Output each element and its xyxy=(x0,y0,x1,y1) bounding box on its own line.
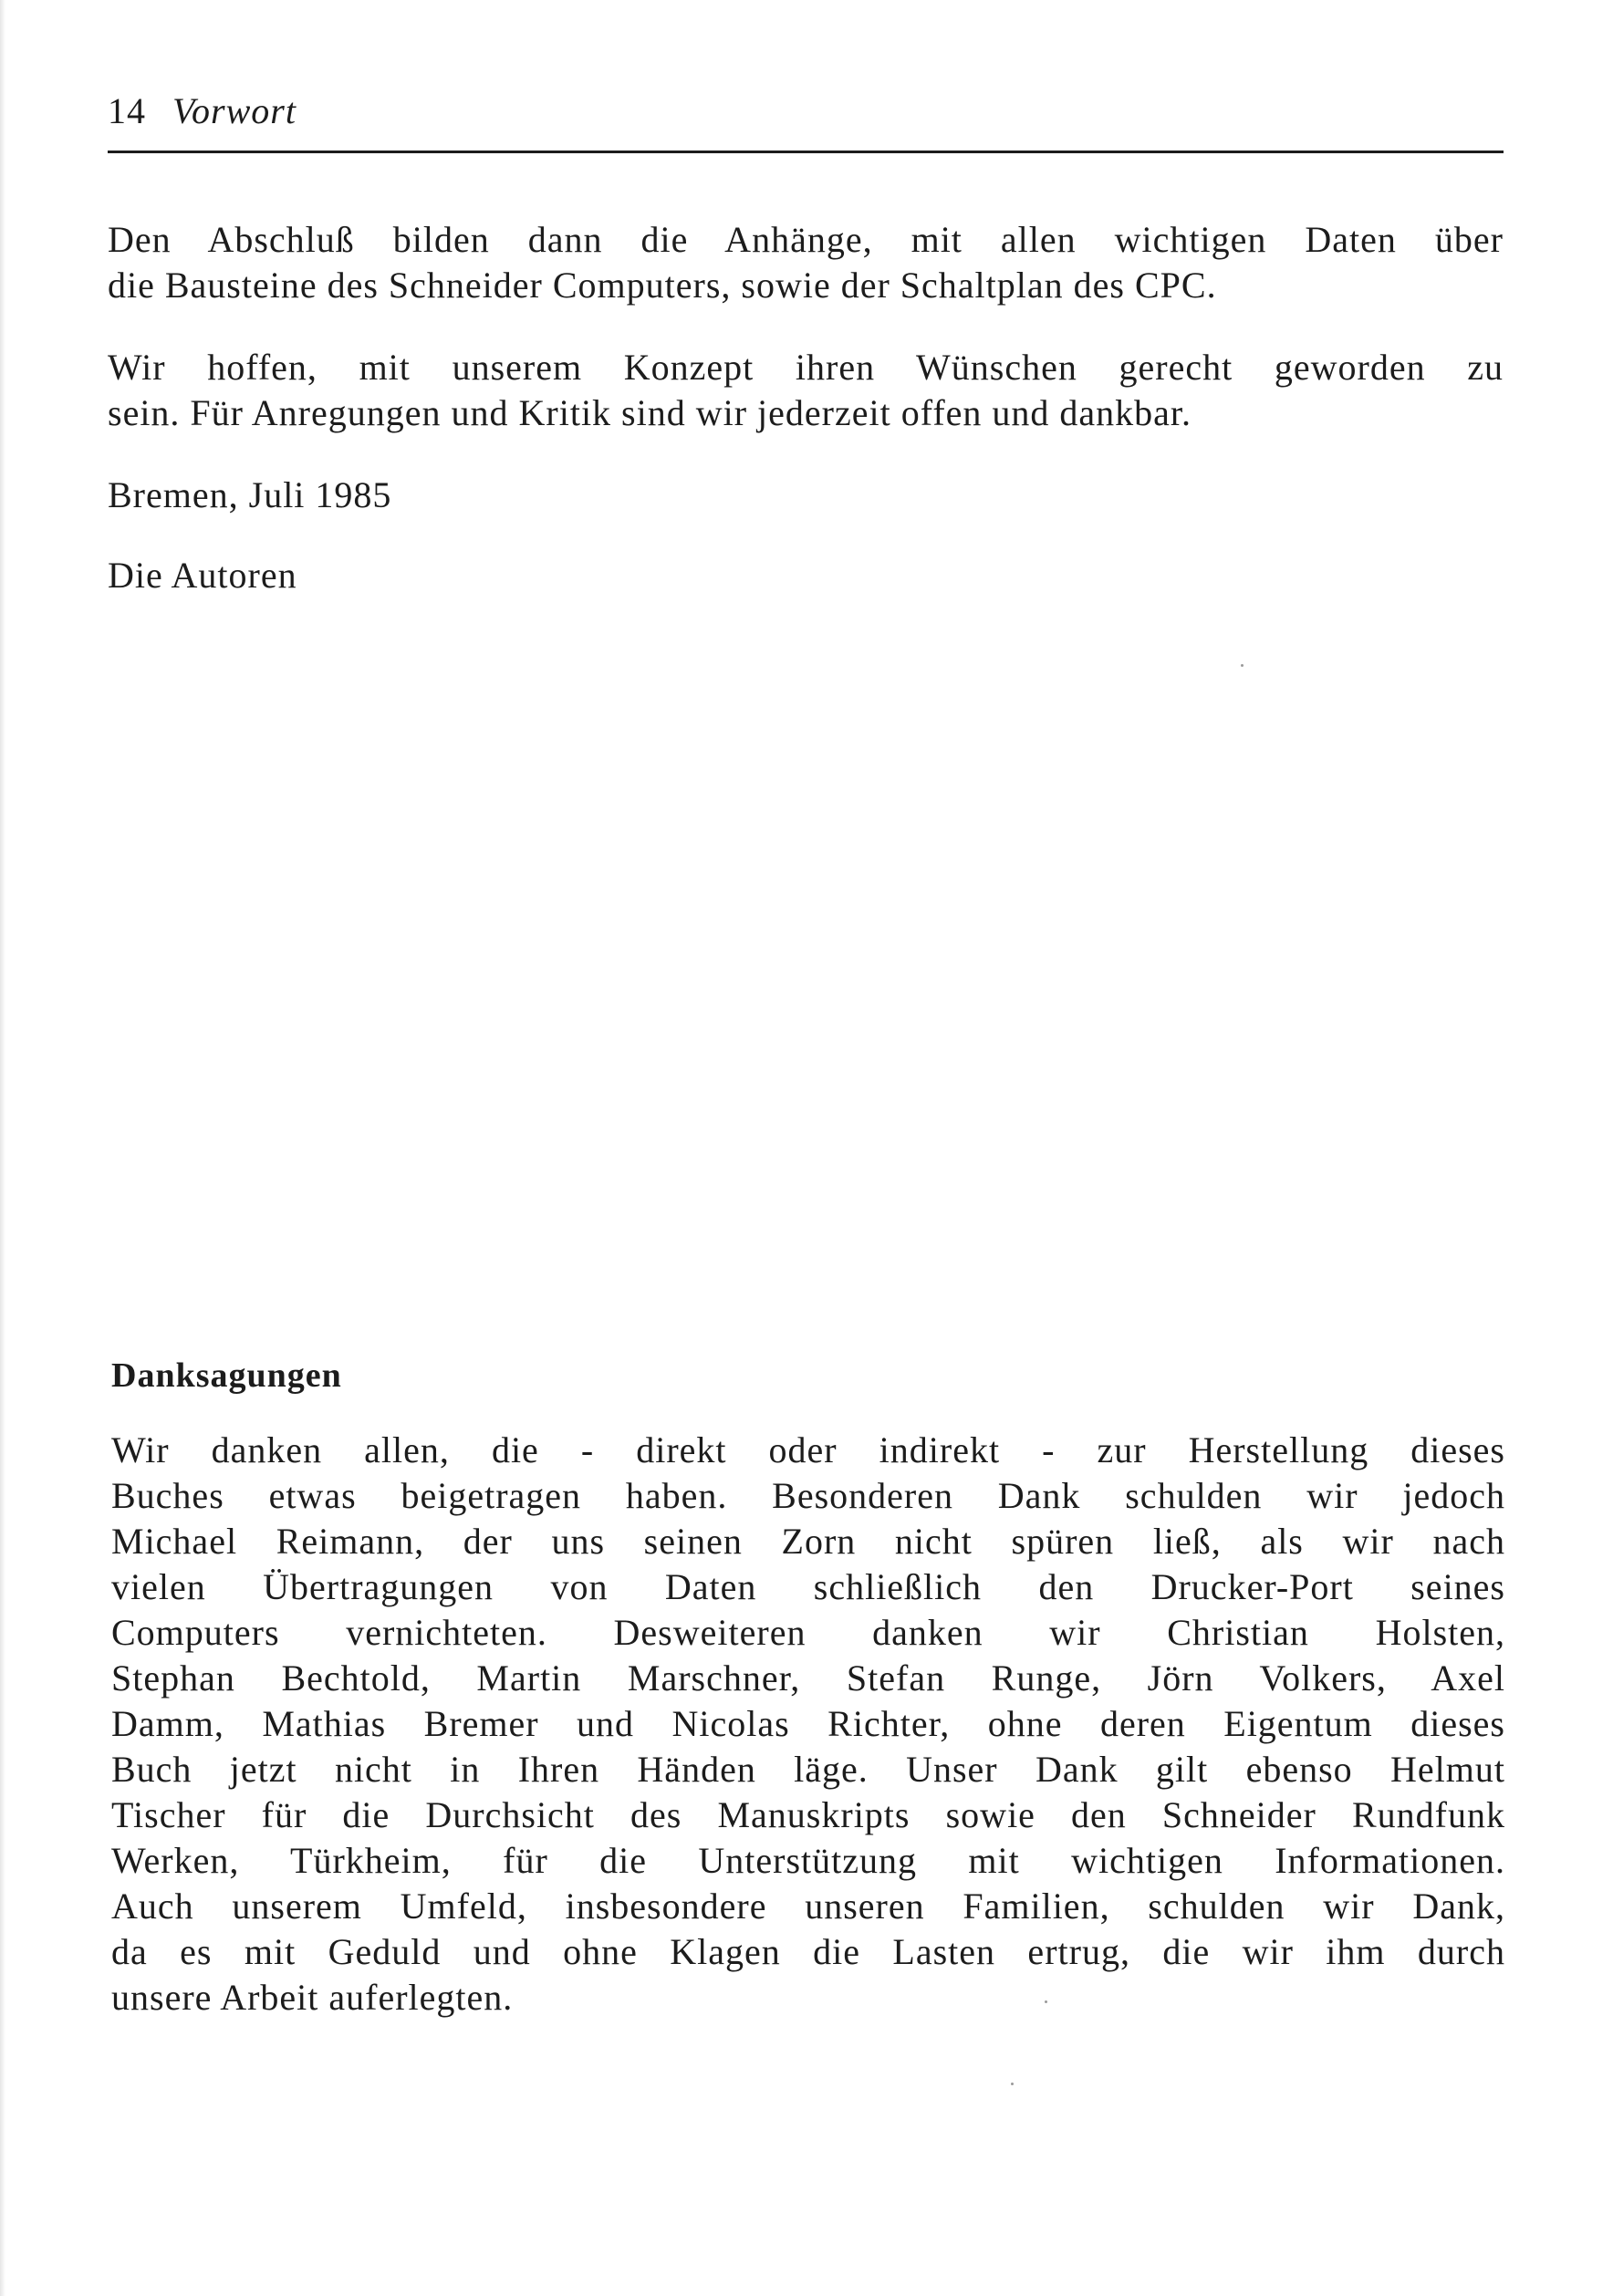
section-title: Vorwort xyxy=(172,90,297,131)
scan-speck xyxy=(1045,2000,1047,2003)
text-line: Tischer für die Durchsicht des Manuskripts sowie den Schneider Rundfunk xyxy=(111,1794,1505,1835)
text-line: da es mit Geduld und ohne Klagen die Lasten ertrug, die wir ihm durch xyxy=(111,1931,1505,1972)
text-line: sein. Für Anregungen und Kritik sind wir jederzeit offen und dankbar. xyxy=(108,392,1192,433)
header-rule xyxy=(108,151,1504,153)
text-line: Auch unserem Umfeld, insbesondere unseren Familien, schulden wir Dank, xyxy=(111,1886,1505,1927)
acknowledgements-paragraph xyxy=(111,1428,1505,2021)
text-line: Damm, Mathias Bremer und Nicolas Richter, ohne deren Eigentum dieses xyxy=(111,1703,1505,1744)
text-line: Michael Reimann, der uns seinen Zorn nicht spüren ließ, als wir nach xyxy=(111,1521,1505,1562)
text-line: Computers vernichteten. Desweiteren danken wir Christian Holsten, xyxy=(111,1612,1505,1653)
text-line: Stephan Bechtold, Martin Marschner, Stefan Runge, Jörn Volkers, Axel xyxy=(111,1657,1505,1699)
text-line: Den Abschluß bilden dann die Anhänge, mit allen wichtigen Daten über xyxy=(108,219,1504,260)
scan-speck xyxy=(1241,664,1244,667)
text-line: Buch jetzt nicht in Ihren Händen läge. Unser Dank gilt ebenso Helmut xyxy=(111,1749,1505,1790)
page-number: 14 xyxy=(108,90,146,131)
scan-speck xyxy=(1011,2083,1014,2085)
text-line: die Bausteine des Schneider Computers, sowie der Schaltplan des CPC. xyxy=(108,265,1217,306)
text-line: vielen Übertragungen von Daten schließlich den Drucker-Port seines xyxy=(111,1566,1505,1607)
acknowledgements-heading: Danksagungen xyxy=(111,1356,342,1395)
scan-edge-shadow xyxy=(0,0,5,2296)
signature: Die Autoren xyxy=(108,555,297,596)
text-line: Wir danken allen, die - direkt oder indirekt - zur Herstellung dieses xyxy=(111,1429,1505,1470)
text-line: unsere Arbeit auferlegten. xyxy=(111,1977,514,2018)
intro-paragraph-1 xyxy=(108,217,1504,308)
text-line: Werken, Türkheim, für die Unterstützung mit wichtigen Informationen. xyxy=(111,1840,1505,1881)
intro-paragraph-2 xyxy=(108,345,1504,436)
running-head xyxy=(108,89,297,133)
text-line: Wir hoffen, mit unserem Konzept ihren Wünschen gerecht geworden zu xyxy=(108,347,1504,388)
place-date: Bremen, Juli 1985 xyxy=(108,474,392,515)
text-line: Buches etwas beigetragen haben. Besonderen Dank schulden wir jedoch xyxy=(111,1475,1505,1516)
